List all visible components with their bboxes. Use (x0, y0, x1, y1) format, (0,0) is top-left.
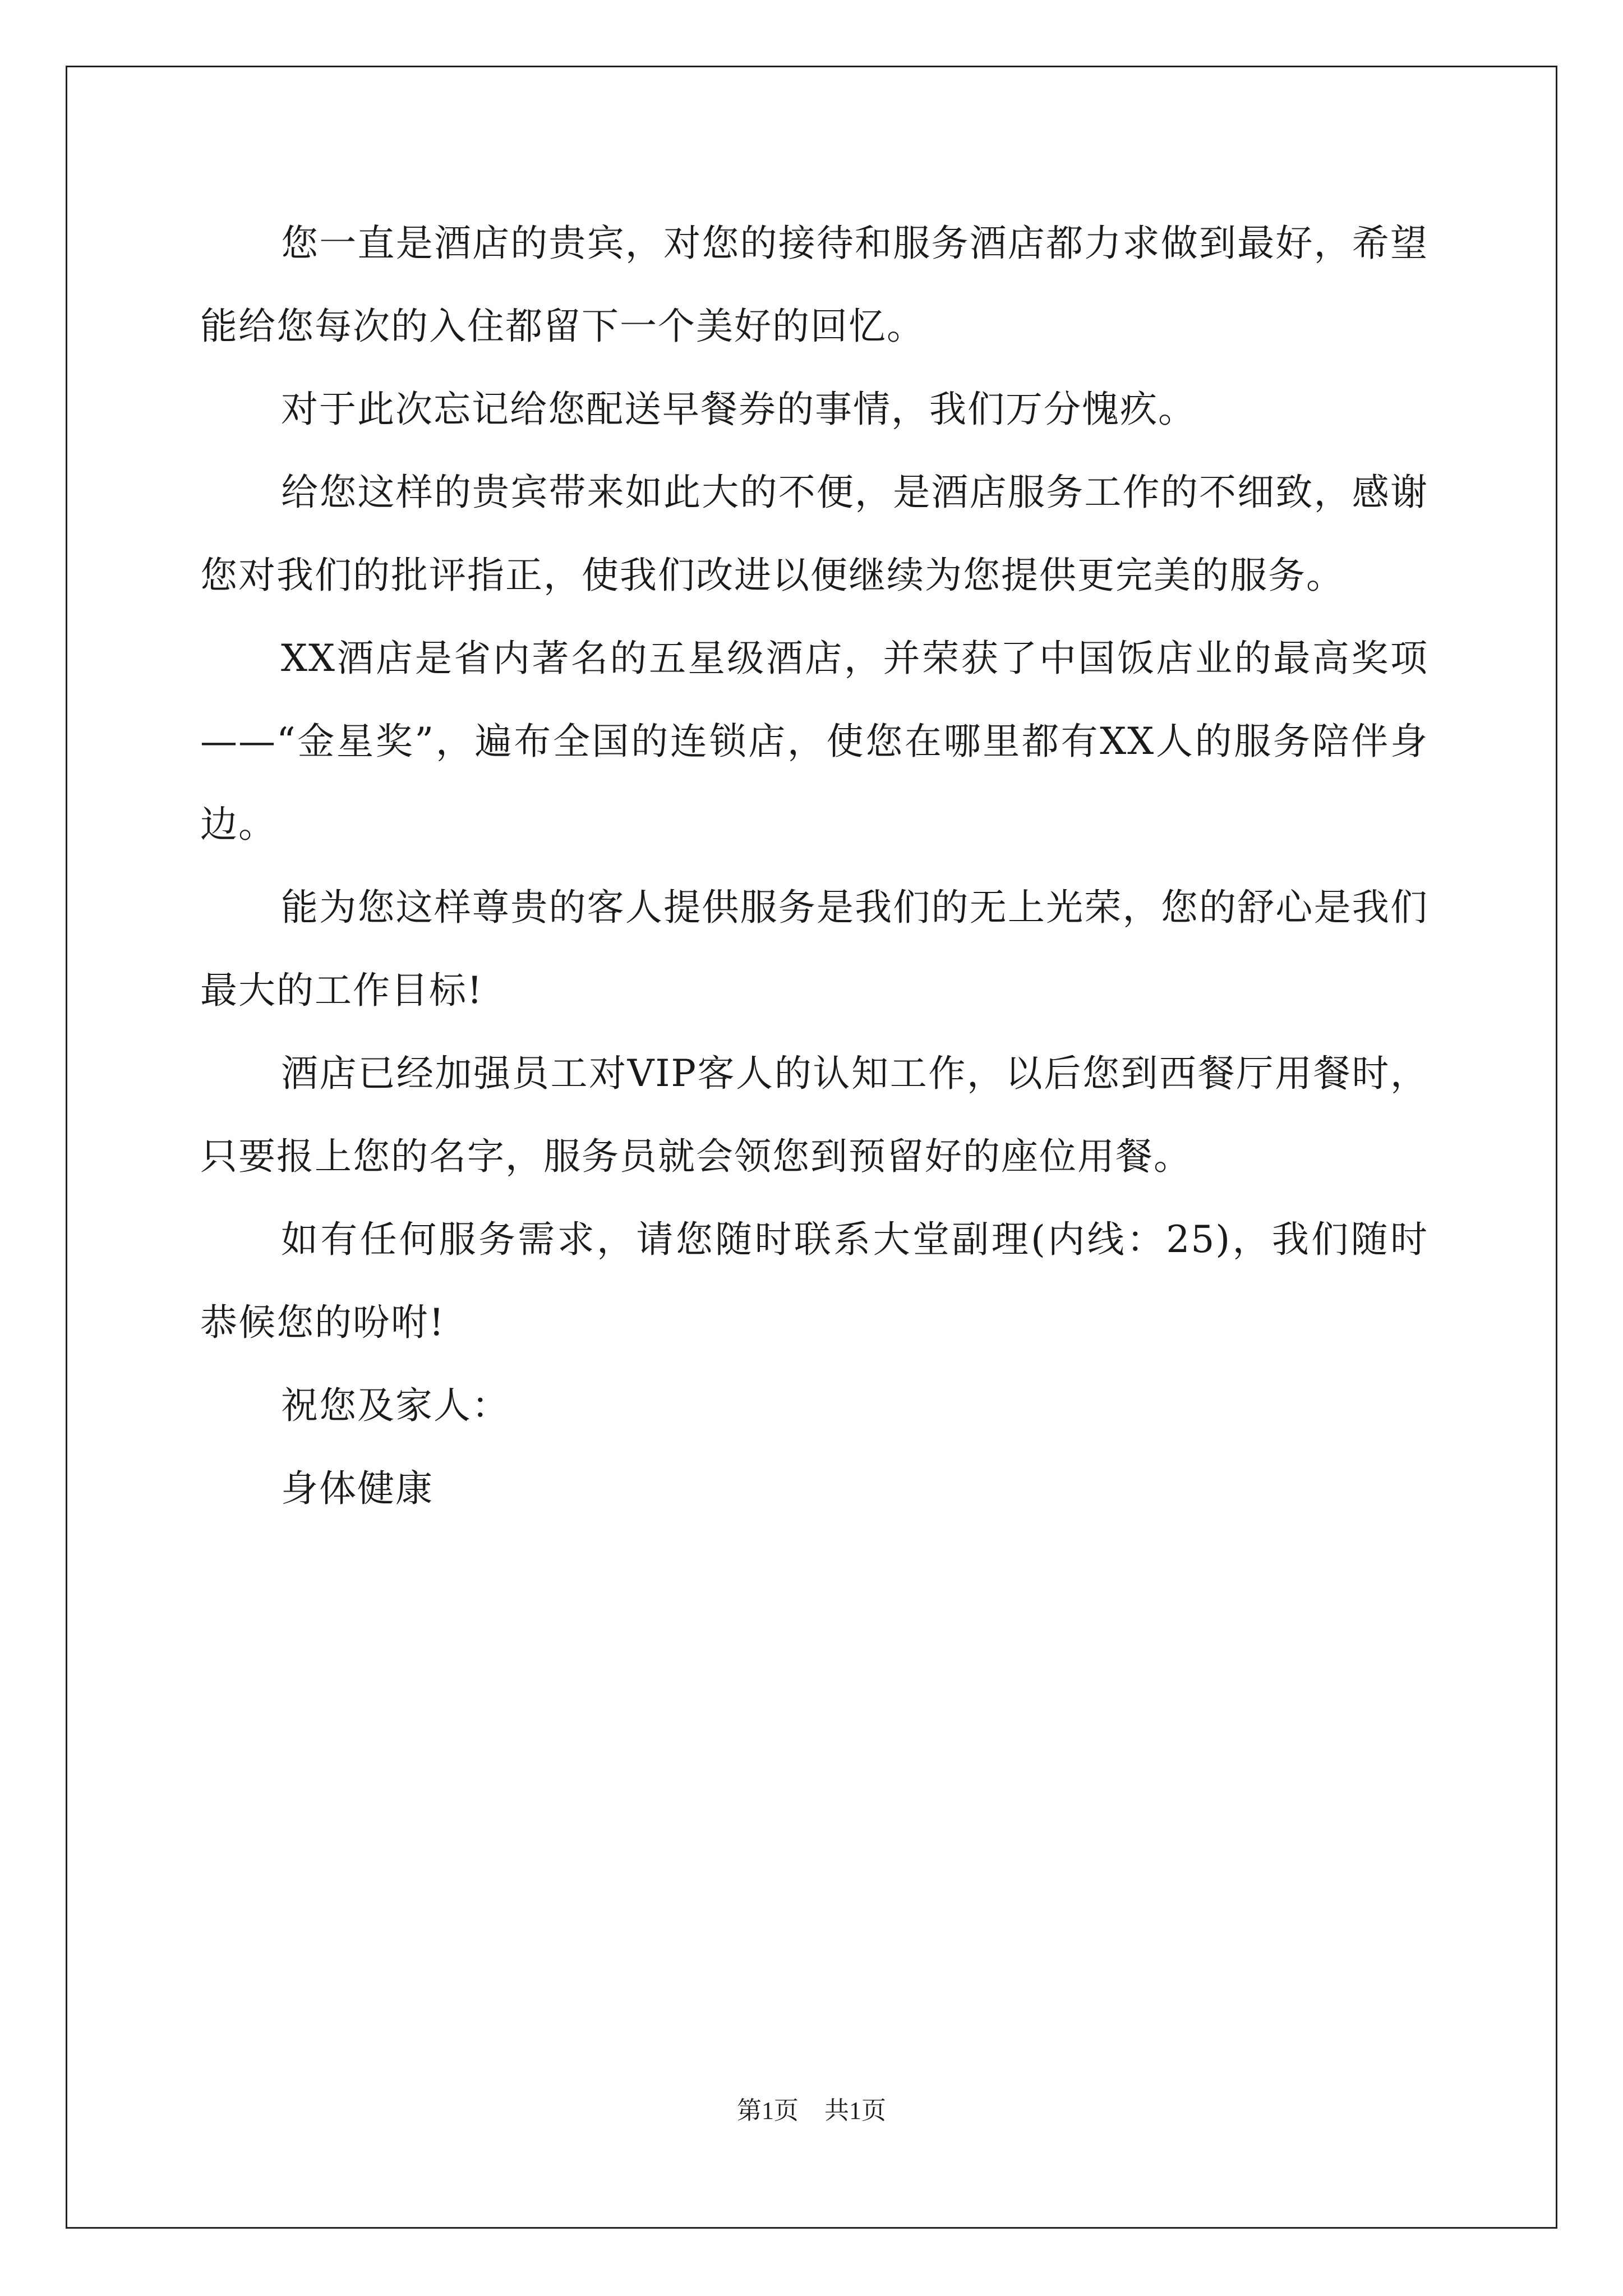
paragraph-6: 酒店已经加强员工对VIP客人的认知工作，以后您到西餐厅用餐时，只要报上您的名字，服务员就会领您到预留好的座位用餐。 (200, 1052, 1428, 1178)
paragraph-3: 给您这样的贵宾带来如此大的不便，是酒店服务工作的不细致，感谢您对我们的批评指正，使我们改进以便继续为您提供更完美的服务。 (200, 471, 1428, 597)
paragraph-4: XX酒店是省内著名的五星级酒店，并荣获了中国饭店业的最高奖项——“金星奖”，遍布全国的连锁店，使您在哪里都有XX人的服务陪伴身边。 (200, 637, 1428, 846)
greeting-line: 祝您及家人： (281, 1384, 510, 1427)
page-footer (0, 2094, 1623, 2128)
paragraph-7: 如有任何服务需求，请您随时联系大堂副理(内线：25)，我们随时恭候您的吩咐! (200, 1218, 1428, 1344)
paragraph-5: 能为您这样尊贵的客人提供服务是我们的无上光荣，您的舒心是我们最大的工作目标! (200, 886, 1428, 1012)
page-number-current: 第1页 (737, 2097, 799, 2124)
letter-body (200, 202, 1428, 1530)
wish-line: 身体健康 (281, 1467, 434, 1510)
paragraph-1: 您一直是酒店的贵宾，对您的接待和服务酒店都力求做到最好，希望能给您每次的入住都留下一个美好的回忆。 (200, 222, 1428, 348)
page-number-total: 共1页 (824, 2097, 886, 2124)
paragraph-2: 对于此次忘记给您配送早餐券的事情，我们万分愧疚。 (281, 388, 1196, 431)
